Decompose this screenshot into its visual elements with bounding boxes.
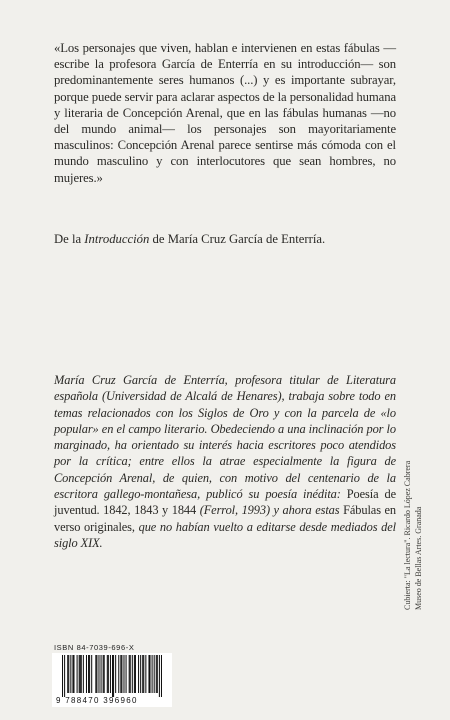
bio-part-3: (Ferrol, 1993) y ahora estas bbox=[199, 503, 340, 518]
barcode-bar bbox=[129, 655, 130, 693]
barcode-bar bbox=[70, 655, 71, 693]
barcode-bar bbox=[115, 655, 116, 693]
barcode-bar bbox=[132, 655, 133, 693]
author-bio bbox=[54, 372, 396, 551]
barcode-bar bbox=[62, 655, 63, 697]
barcode-bar bbox=[103, 655, 104, 693]
introduction-quote bbox=[54, 40, 396, 186]
barcode-bar bbox=[98, 655, 99, 693]
barcode-bar bbox=[113, 655, 114, 697]
quote-text: «Los personajes que viven, hablan e intervienen en estas fábulas —escribe la profesora García de Enterría en su introducción— son predominantemente seres humanos (...) y es importante subrayar, porque puede servir para aclarar aspectos de la personalidad humana y literaria de Concepción Arenal, que en las fábulas humanas —no del mundo animal— los personajes son mayoritariamente masculinos: Concepción Arenal parece sentirse más cómoda con el mundo masculino y con interlocutores que sean hombres, no mujeres.» bbox=[54, 41, 396, 185]
barcode-bar bbox=[95, 655, 96, 693]
barcode-bar bbox=[150, 655, 151, 693]
barcode-bar bbox=[157, 655, 158, 693]
barcode-bar bbox=[161, 655, 162, 697]
barcode-bar bbox=[138, 655, 139, 693]
barcode-bar bbox=[143, 655, 144, 693]
barcode-bar bbox=[88, 655, 89, 693]
barcode-bar bbox=[108, 655, 109, 693]
barcode-bar bbox=[83, 655, 84, 693]
barcode-bar bbox=[148, 655, 149, 693]
bio-part-5: que no habían vuelto a editarse desde mediados del siglo XIX. bbox=[54, 519, 396, 550]
barcode-bar bbox=[86, 655, 87, 693]
barcode-bar bbox=[73, 655, 74, 693]
barcode-bar bbox=[77, 655, 78, 693]
source-prefix: De la bbox=[54, 232, 85, 246]
barcode-bar bbox=[68, 655, 69, 693]
barcode-bar bbox=[101, 655, 102, 693]
barcode-bar bbox=[110, 655, 111, 693]
bio-part-1: María Cruz García de Enterría, profesora titular de Literatura española (Universidad de Alcalá de Henares), trabaja sobre todo en temas relacionados con los Siglos de Oro y con la parcela de «lo popular» en el campo literario. Obedeciendo a una inclinación por lo marginado, ha orientado su interés hacia escritores poco atendidos por la crítica; entre ellos la atrae especialmente la figura de Concepción Arenal, de quien, con motivo del centenario de la escritora gallego-montañesa, publicó su poesía inédita: bbox=[54, 373, 396, 502]
barcode-bar bbox=[79, 655, 80, 693]
barcode-bar bbox=[126, 655, 127, 693]
barcode-bar bbox=[152, 655, 153, 693]
barcode-bar bbox=[91, 655, 92, 693]
barcode-bar bbox=[112, 655, 113, 697]
barcode-bar bbox=[156, 655, 157, 693]
barcode-bar bbox=[80, 655, 81, 693]
barcode-bar bbox=[64, 655, 65, 697]
barcode-bar bbox=[67, 655, 68, 693]
barcode-bar bbox=[104, 655, 105, 693]
barcode-bar bbox=[135, 655, 136, 693]
barcode-bar bbox=[142, 655, 143, 693]
source-suffix: de María Cruz García de Enterría. bbox=[149, 232, 326, 246]
barcode-bar bbox=[121, 655, 122, 693]
bio-part-4: Fábulas en verso originales, bbox=[54, 503, 396, 534]
barcode-bar bbox=[145, 655, 146, 693]
barcode-bar bbox=[107, 655, 108, 693]
barcode-bar bbox=[140, 655, 141, 693]
barcode-bar bbox=[72, 655, 73, 693]
barcode-bars bbox=[62, 655, 162, 697]
barcode-bar bbox=[120, 655, 121, 693]
barcode-bar bbox=[154, 655, 155, 693]
credit-line-2: Museo de Bellas Artes. Granada bbox=[414, 506, 423, 610]
barcode-bar bbox=[89, 655, 90, 693]
barcode-bar bbox=[81, 655, 82, 693]
isbn-label: ISBN 84-7039-696-X bbox=[54, 643, 135, 652]
ean-number: 9 788470 396960 bbox=[56, 696, 138, 705]
barcode-bar bbox=[123, 655, 124, 693]
credit-line-1: Cubierta: "La lectura". Ricardo López Cabrera bbox=[403, 460, 412, 610]
barcode-bar bbox=[134, 655, 135, 693]
source-work: Introducción bbox=[84, 232, 150, 246]
barcode-bar bbox=[118, 655, 119, 693]
cover-credit bbox=[402, 380, 432, 610]
barcode-bar bbox=[96, 655, 97, 693]
barcode-bar bbox=[130, 655, 131, 693]
bio-part-2: Poesía de juventud. 1842, 1843 y 1844 bbox=[54, 487, 396, 518]
barcode-bar bbox=[159, 655, 160, 697]
quote-source bbox=[54, 231, 396, 247]
